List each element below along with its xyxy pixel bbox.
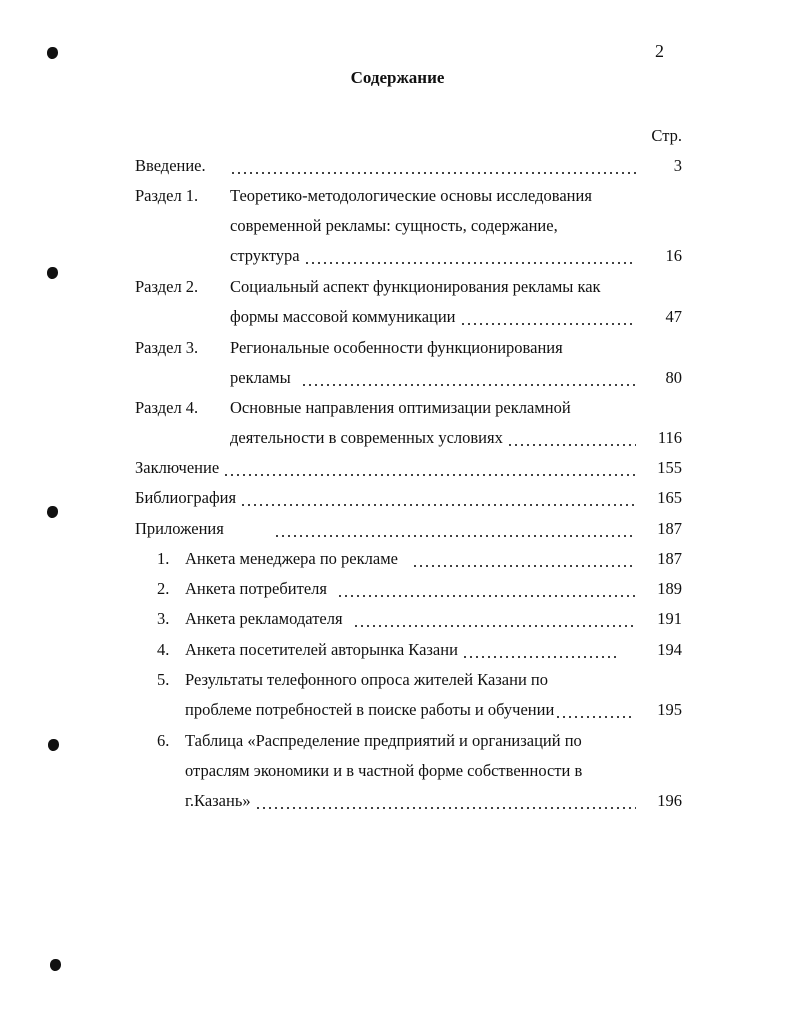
- toc-text: Анкета посетителей авторынка Казани: [185, 640, 458, 659]
- dot-leader: [555, 700, 631, 720]
- toc-label-section-3: Раздел 3.: [135, 338, 199, 357]
- toc-entry-line: [230, 307, 640, 327]
- page-column-header: Стр.: [651, 126, 682, 145]
- dot-leader: [255, 791, 636, 811]
- dot-leader: [301, 368, 636, 388]
- toc-label-section-1: Раздел 1.: [135, 186, 199, 205]
- appendix-item: [185, 609, 640, 629]
- toc-text: отраслям экономики и в частной форме собственности в: [185, 761, 583, 780]
- dot-leader: [274, 519, 636, 539]
- toc-page-appendices: 187: [657, 519, 682, 538]
- toc-text: структура: [230, 246, 300, 265]
- toc-label-section-2: Раздел 2.: [135, 277, 199, 296]
- toc-label-conclusion: Заключение: [135, 458, 220, 477]
- appendix-item: [185, 700, 635, 720]
- appendix-page: 189: [657, 579, 682, 598]
- toc-text: Региональные особенности функционирования: [230, 338, 563, 357]
- punch-hole-mark: [50, 959, 61, 971]
- dot-leader: [337, 579, 636, 599]
- appendix-page: 195: [657, 700, 682, 719]
- toc-label-bibliography: Библиография: [135, 488, 237, 507]
- dot-leader: [304, 246, 636, 266]
- toc-text: Анкета потребителя: [185, 579, 327, 598]
- appendix-item: [185, 640, 620, 660]
- toc-entry-line: [230, 368, 640, 388]
- toc-text: рекламы: [230, 368, 291, 387]
- punch-hole-mark: [47, 267, 58, 279]
- appendix-number: 2.: [157, 579, 170, 598]
- punch-hole-mark: [47, 47, 58, 59]
- appendix-page: 194: [657, 640, 682, 659]
- toc-page-section-3: 80: [665, 368, 682, 387]
- toc-text: г.Казань»: [185, 791, 251, 810]
- toc-label-intro: Введение.: [135, 156, 206, 175]
- toc-text: Результаты телефонного опроса жителей Казани по: [185, 670, 548, 689]
- dot-leader: [462, 640, 616, 660]
- toc-page-bibliography: 165: [657, 488, 682, 507]
- page-title: Содержание: [350, 68, 445, 87]
- toc-text: Основные направления оптимизации рекламной: [230, 398, 571, 417]
- appendix-item: [185, 791, 640, 811]
- toc-page-section-4: 116: [657, 428, 682, 447]
- toc-page-section-1: 16: [665, 246, 682, 265]
- toc-leader-row: [274, 519, 640, 539]
- toc-entry-line: [135, 458, 640, 478]
- punch-hole-mark: [48, 739, 59, 751]
- toc-text: деятельности в современных условиях: [230, 428, 503, 447]
- dot-leader: [412, 549, 636, 569]
- toc-page-conclusion: 155: [657, 458, 682, 477]
- toc-text: современной рекламы: сущность, содержание,: [230, 216, 558, 235]
- dot-leader: [507, 428, 636, 448]
- punch-hole-mark: [47, 506, 58, 518]
- appendix-number: 5.: [157, 670, 170, 689]
- toc-text: проблеме потребностей в поиске работы и обучении: [185, 700, 555, 719]
- appendix-page: 187: [657, 549, 682, 568]
- toc-text: Анкета менеджера по рекламе: [185, 549, 398, 568]
- toc-entry-line: [230, 246, 640, 266]
- appendix-number: 1.: [157, 549, 170, 568]
- toc-leader-row: [230, 156, 640, 176]
- toc-text: Таблица «Распределение предприятий и организаций по: [185, 731, 582, 750]
- dot-leader: [240, 488, 636, 508]
- dot-leader: [230, 156, 636, 176]
- toc-label-section-4: Раздел 4.: [135, 398, 199, 417]
- dot-leader: [353, 609, 636, 629]
- dot-leader: [223, 458, 636, 478]
- toc-page-intro: 3: [673, 156, 682, 175]
- appendix-number: 4.: [157, 640, 170, 659]
- toc-text: формы массовой коммуникации: [230, 307, 456, 326]
- dot-leader: [460, 307, 636, 327]
- appendix-item: [185, 549, 640, 569]
- toc-entry-line: [135, 488, 640, 508]
- toc-label-appendices: Приложения: [135, 519, 224, 538]
- toc-page-section-2: 47: [665, 307, 682, 326]
- toc-text: Анкета рекламодателя: [185, 609, 343, 628]
- toc-text: Социальный аспект функционирования рекламы как: [230, 277, 601, 296]
- toc-entry-line: [230, 428, 640, 448]
- toc-text: Теоретико-методологические основы исследования: [230, 186, 592, 205]
- appendix-number: 3.: [157, 609, 170, 628]
- appendix-page: 191: [657, 609, 682, 628]
- appendix-item: [185, 579, 640, 599]
- appendix-number: 6.: [157, 731, 170, 750]
- appendix-page: 196: [657, 791, 682, 810]
- page-number: 2: [655, 41, 664, 61]
